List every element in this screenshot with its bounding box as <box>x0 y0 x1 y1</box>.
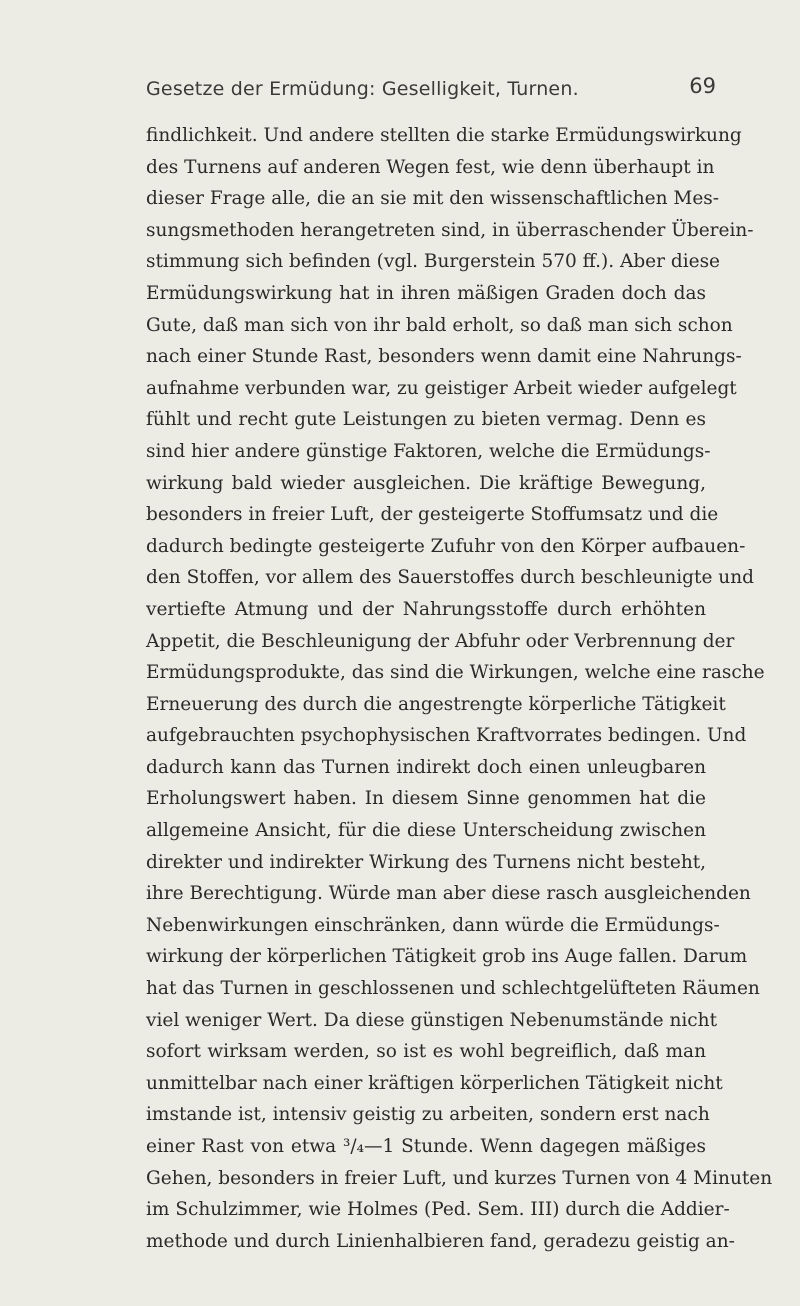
text-line: den Stoffen, vor allem des Sauerstoffes durch beschleunigte und <box>146 567 754 589</box>
text-line: aufgebrauchten psychophysischen Kraftvorrates bedingen. Und <box>146 725 747 747</box>
text-line: wirkung der körperlichen Tätigkeit grob ins Auge fallen. Darum <box>146 946 748 968</box>
text-line: aufnahme verbunden war, zu geistiger Arbeit wieder aufgelegt <box>146 377 737 399</box>
text-line: imstande ist, intensiv geistig zu arbeiten, sondern erst nach <box>146 1104 710 1126</box>
text-line: Nebenwirkungen einschränken, dann würde die Ermüdungs- <box>146 914 720 936</box>
text-line: Gehen, besonders in freier Luft, und kurzes Turnen von 4 Minuten <box>146 1167 773 1189</box>
text-line: sofort wirksam werden, so ist es wohl begreiflich, daß man <box>146 1041 706 1063</box>
text-line: des Turnens auf anderen Wegen fest, wie denn überhaupt in <box>146 156 715 178</box>
text-line: fühlt und recht gute Leistungen zu bieten vermag. Denn es <box>146 409 706 431</box>
text-line: Ermüdungswirkung hat in ihren mäßigen Graden doch das <box>146 282 706 304</box>
running-head-title: Gesetze der Ermüdung: Geselligkeit, Turnen. <box>146 78 579 100</box>
body-paragraph <box>146 120 773 1257</box>
text-line: Erneuerung des durch die angestrengte körperliche Tätigkeit <box>146 693 726 715</box>
text-line: vertiefte Atmung und der Nahrungsstoffe durch erhöhten <box>146 598 706 620</box>
text-line: dadurch kann das Turnen indirekt doch einen unleugbaren <box>146 756 706 778</box>
running-head <box>146 74 716 110</box>
page-number: 69 <box>689 74 716 98</box>
text-line: stimmung sich befinden (vgl. Burgerstein 570 ff.). Aber diese <box>146 251 721 273</box>
text-line: ihre Berechtigung. Würde man aber diese rasch ausgleichenden <box>146 883 751 905</box>
text-line: findlichkeit. Und andere stellten die starke Ermüdungswirkung <box>146 125 742 146</box>
text-line: Appetit, die Beschleunigung der Abfuhr oder Verbrennung der <box>146 630 735 652</box>
text-line: viel weniger Wert. Da diese günstigen Nebenumstände nicht <box>146 1009 717 1031</box>
text-line: Gute, daß man sich von ihr bald erholt, so daß man sich schon <box>146 314 733 336</box>
text-line: direkter und indirekter Wirkung des Turnens nicht besteht, <box>146 851 707 873</box>
text-line: im Schulzimmer, wie Holmes (Ped. Sem. III) durch die Addier- <box>146 1199 730 1221</box>
text-line: unmittelbar nach einer kräftigen körperlichen Tätigkeit nicht <box>146 1072 723 1094</box>
text-line: Erholungswert haben. In diesem Sinne genommen hat die <box>146 788 706 810</box>
text-line: dadurch bedingte gesteigerte Zufuhr von den Körper aufbauen- <box>146 535 746 557</box>
text-line: einer Rast von etwa ³/₄—1 Stunde. Wenn dagegen mäßiges <box>146 1136 706 1157</box>
text-line: besonders in freier Luft, der gesteigerte Stoffumsatz und die <box>146 504 719 526</box>
text-line: wirkung bald wieder ausgleichen. Die kräftige Bewegung, <box>146 472 706 494</box>
text-line: dieser Frage alle, die an sie mit den wissenschaftlichen Mes- <box>146 188 720 210</box>
text-line: sungsmethoden herangetreten sind, in überraschender Überein- <box>146 219 754 241</box>
text-line: hat das Turnen in geschlossenen und schlechtgelüfteten Räumen <box>146 978 760 1000</box>
text-line: methode und durch Linienhalbieren fand, geradezu geistig an- <box>146 1230 735 1252</box>
text-line: sind hier andere günstige Faktoren, welche die Ermüdungs- <box>146 440 711 462</box>
text-line: allgemeine Ansicht, für die diese Unterscheidung zwischen <box>146 820 706 842</box>
text-line: nach einer Stunde Rast, besonders wenn damit eine Nahrungs- <box>146 346 742 368</box>
text-line: Ermüdungsprodukte, das sind die Wirkungen, welche eine rasche <box>146 662 765 684</box>
